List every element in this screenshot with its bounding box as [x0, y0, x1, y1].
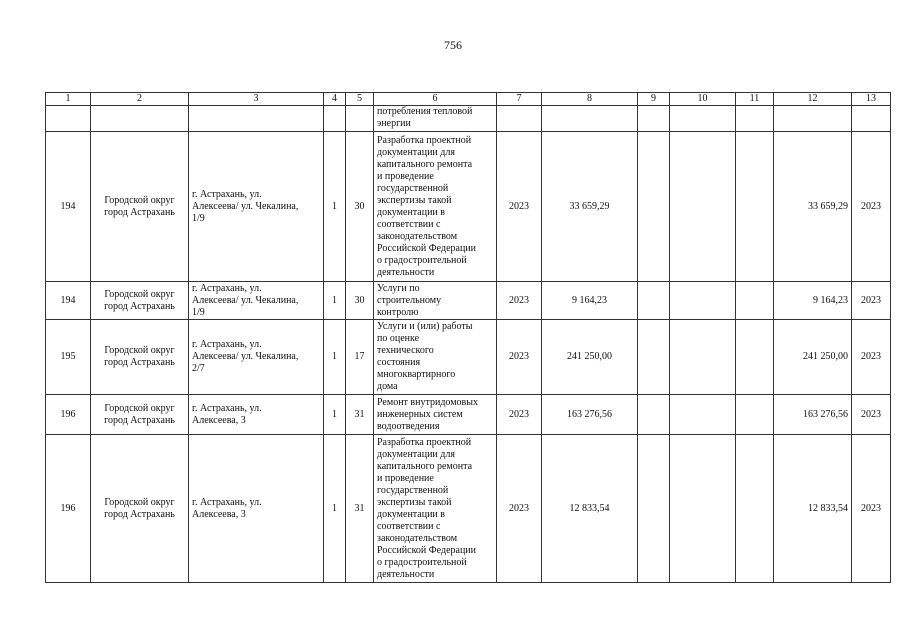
col-11 — [736, 395, 774, 435]
cost: 241 250,00 — [542, 320, 638, 395]
municipality: Городской округ город Астрахань — [91, 395, 189, 435]
col-9 — [638, 132, 670, 282]
table-row — [46, 320, 891, 395]
municipality: Городской округ город Астрахань — [91, 132, 189, 282]
col-4: 1 — [324, 395, 346, 435]
col-9 — [638, 435, 670, 583]
completion-year — [852, 106, 891, 132]
col-9 — [638, 282, 670, 320]
year: 2023 — [497, 320, 542, 395]
column-header: 1 — [46, 93, 91, 106]
col-5 — [346, 106, 374, 132]
column-header: 2 — [91, 93, 189, 106]
address: г. Астрахань, ул. Алексеева, 3 — [189, 435, 324, 583]
municipality — [91, 106, 189, 132]
col-11 — [736, 320, 774, 395]
fund-cost: 12 833,54 — [774, 435, 852, 583]
year — [497, 106, 542, 132]
work-description: Услуги и (или) работы по оценке технического состояния многоквартирного дома — [374, 320, 497, 395]
cost: 163 276,56 — [542, 395, 638, 435]
capital-repair-table — [45, 92, 891, 583]
col-4 — [324, 106, 346, 132]
col-11 — [736, 435, 774, 583]
col-11 — [736, 132, 774, 282]
column-header: 9 — [638, 93, 670, 106]
column-header: 4 — [324, 93, 346, 106]
col-11 — [736, 106, 774, 132]
cost: 12 833,54 — [542, 435, 638, 583]
col-5: 30 — [346, 282, 374, 320]
row-number: 194 — [46, 132, 91, 282]
fund-cost: 9 164,23 — [774, 282, 852, 320]
column-header: 12 — [774, 93, 852, 106]
fund-cost: 241 250,00 — [774, 320, 852, 395]
column-header: 5 — [346, 93, 374, 106]
year: 2023 — [497, 435, 542, 583]
address: г. Астрахань, ул. Алексеева, 3 — [189, 395, 324, 435]
col-5: 17 — [346, 320, 374, 395]
column-header: 8 — [542, 93, 638, 106]
completion-year: 2023 — [852, 132, 891, 282]
row-number: 196 — [46, 395, 91, 435]
table-row — [46, 435, 891, 583]
work-description: Разработка проектной документации для капитального ремонта и проведение государственной экспертизы такой документации в соответствии с законодательством Российской Федерации о градостроительной деятельности — [374, 132, 497, 282]
address: г. Астрахань, ул. Алексеева/ ул. Чекалина, 1/9 — [189, 132, 324, 282]
column-number-row — [46, 93, 891, 106]
cost: 33 659,29 — [542, 132, 638, 282]
column-header: 10 — [670, 93, 736, 106]
municipality: Городской округ город Астрахань — [91, 320, 189, 395]
work-description: Услуги по строительному контролю — [374, 282, 497, 320]
year: 2023 — [497, 132, 542, 282]
work-description: потребления тепловой энергии — [374, 106, 497, 132]
column-header: 6 — [374, 93, 497, 106]
work-description: Разработка проектной документации для капитального ремонта и проведение государственной экспертизы такой документации в соответствии с законодательством Российской Федерации о градостроительной деятельности — [374, 435, 497, 583]
work-description: Ремонт внутридомовых инженерных систем водоотведения — [374, 395, 497, 435]
col-4: 1 — [324, 320, 346, 395]
column-header: 7 — [497, 93, 542, 106]
col-10 — [670, 132, 736, 282]
col-9 — [638, 106, 670, 132]
col-9 — [638, 395, 670, 435]
address: г. Астрахань, ул. Алексеева/ ул. Чекалина, 2/7 — [189, 320, 324, 395]
address: г. Астрахань, ул. Алексеева/ ул. Чекалина, 1/9 — [189, 282, 324, 320]
column-header: 13 — [852, 93, 891, 106]
table-row — [46, 395, 891, 435]
row-number: 196 — [46, 435, 91, 583]
completion-year: 2023 — [852, 320, 891, 395]
col-4: 1 — [324, 282, 346, 320]
row-number — [46, 106, 91, 132]
completion-year: 2023 — [852, 282, 891, 320]
col-9 — [638, 320, 670, 395]
fund-cost — [774, 106, 852, 132]
column-header: 3 — [189, 93, 324, 106]
col-4: 1 — [324, 435, 346, 583]
col-10 — [670, 435, 736, 583]
row-number: 195 — [46, 320, 91, 395]
col-10 — [670, 395, 736, 435]
table-row — [46, 282, 891, 320]
year: 2023 — [497, 395, 542, 435]
completion-year: 2023 — [852, 395, 891, 435]
cost: 9 164,23 — [542, 282, 638, 320]
fund-cost: 33 659,29 — [774, 132, 852, 282]
col-10 — [670, 320, 736, 395]
address — [189, 106, 324, 132]
cost — [542, 106, 638, 132]
col-5: 30 — [346, 132, 374, 282]
row-number: 194 — [46, 282, 91, 320]
col-5: 31 — [346, 395, 374, 435]
year: 2023 — [497, 282, 542, 320]
col-10 — [670, 282, 736, 320]
table-row — [46, 106, 891, 132]
municipality: Городской округ город Астрахань — [91, 282, 189, 320]
col-10 — [670, 106, 736, 132]
completion-year: 2023 — [852, 435, 891, 583]
fund-cost: 163 276,56 — [774, 395, 852, 435]
municipality: Городской округ город Астрахань — [91, 435, 189, 583]
page-number: 756 — [444, 38, 462, 52]
col-5: 31 — [346, 435, 374, 583]
col-4: 1 — [324, 132, 346, 282]
table-row — [46, 132, 891, 282]
col-11 — [736, 282, 774, 320]
column-header: 11 — [736, 93, 774, 106]
